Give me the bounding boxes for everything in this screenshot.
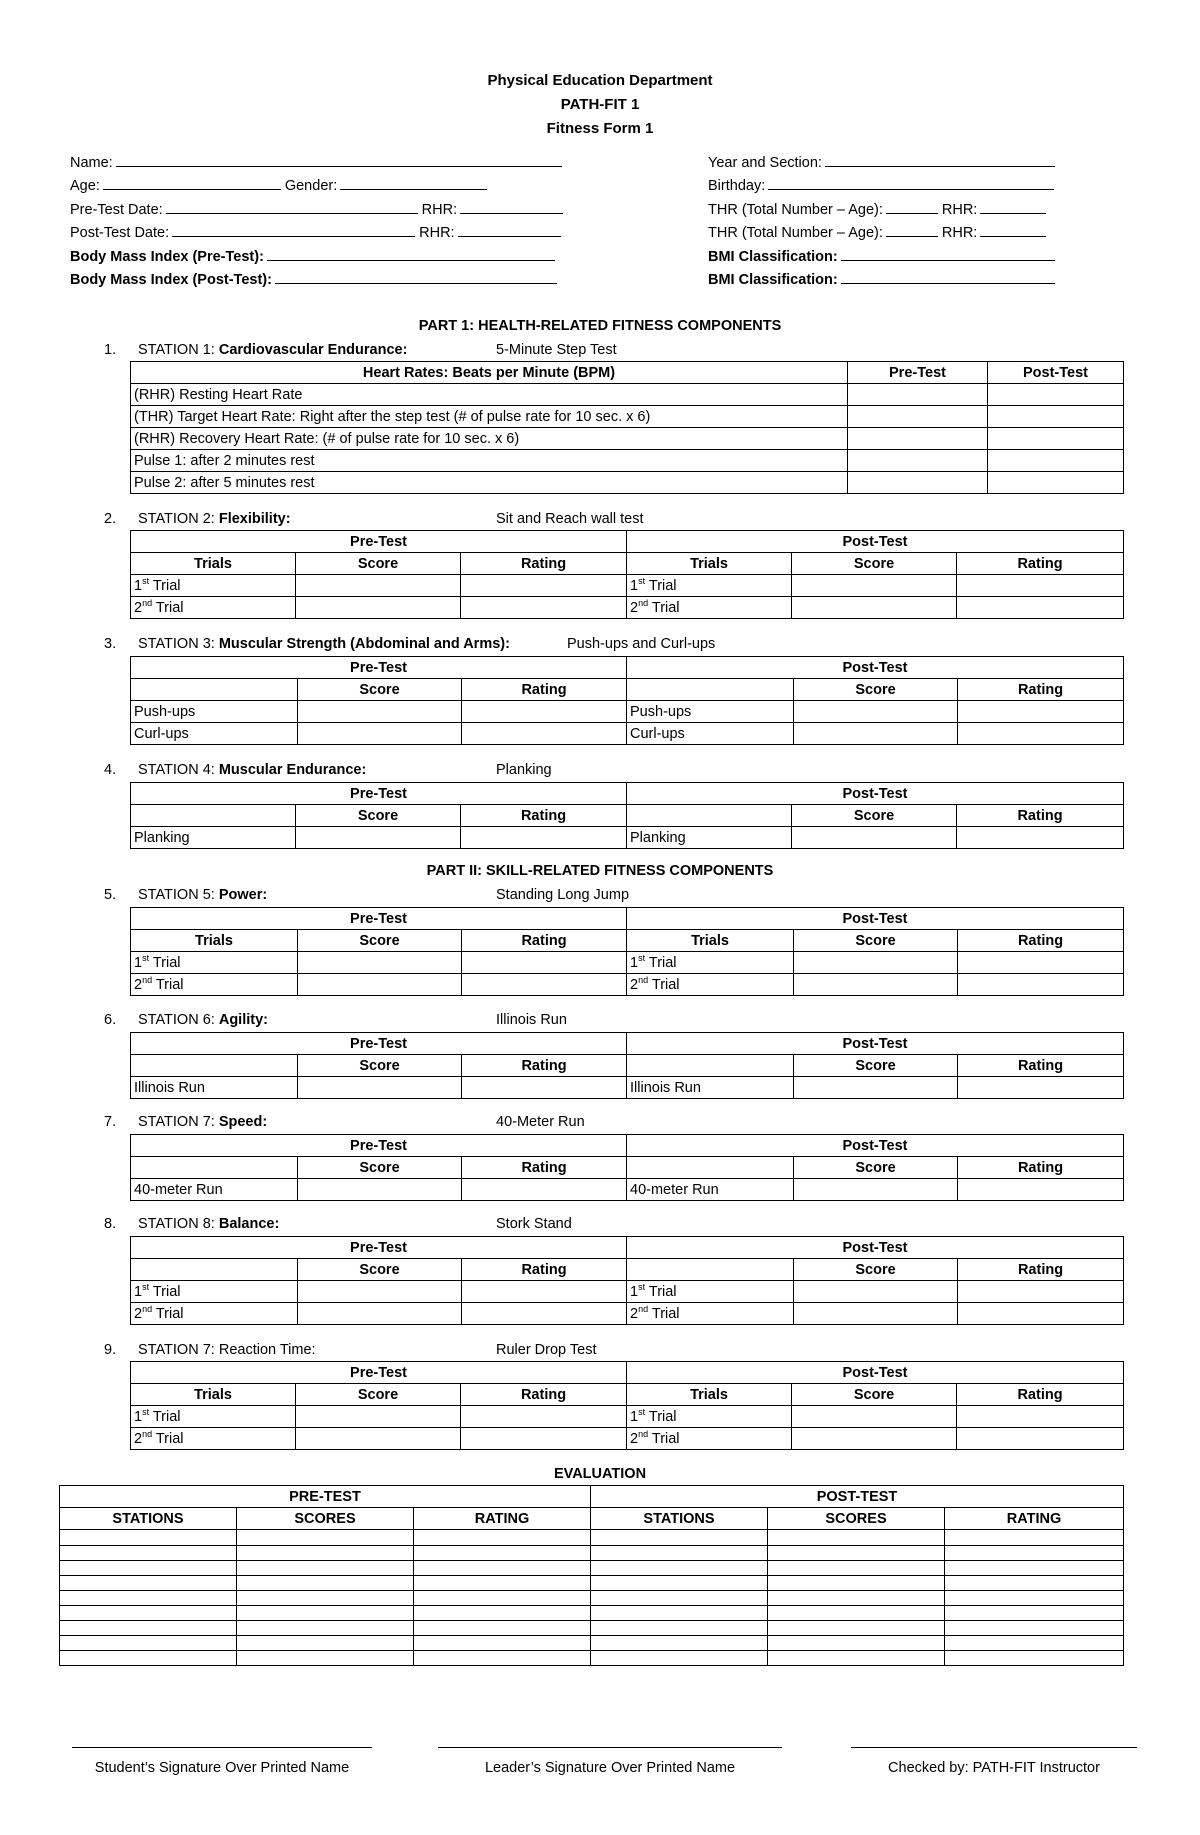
- table-row: 2nd Trial 2nd Trial: [131, 597, 1124, 619]
- leader-signature-line[interactable]: [438, 1747, 782, 1748]
- rhr-label: RHR:: [419, 225, 455, 241]
- student-signature-label: Student’s Signature Over Printed Name: [94, 1760, 350, 1776]
- table-row: 1st Trial 1st Trial: [131, 1281, 1124, 1303]
- fitness-form-page: Physical Education Department PATH-FIT 1 Fitness Form 1 Name: Age: Gender: Pre-Test Date: RHR: Post-Test Date: RHR: Body Mass Index (Pre-Test): Body Mass Index (Post-Test): Year and Section: Birthday: THR (Total Number – Age): RHR: THR (Total Number – Age): RHR: BMI Classification: BMI Classification: PART 1: HEALTH-RELATED FITNESS COMPONENTS 1. STATION 1: Cardiovascular Endurance: 5-Minute Step Test Heart Rates: Beats per Minute (BPM) Pre-Test Post-Test (RHR) Resting Heart Rate (THR) Target Heart Rate: Right after the step test (# of pulse rate for 10 sec. x 6) (RHR) Recovery Heart Rate: (# of pulse rate for 10 sec. x 6) Pulse 1: after 2 minutes rest Pulse 2: after 5 minutes rest 2. STATION 2: Flexibility: Sit and Reach wall test Pre-Test Post-Test Trials Score Rating Trials Score Rating 1st Trial 1st Trial 2nd Trial 2nd Trial 3. STATION 3: Muscular Strength (Abdominal and Arms): Push-ups and Curl-ups Pre-Test Post-Test Score Rating Score Rating Push-ups Push-ups Curl-ups Curl-ups 4. STATION 4: Muscular Endurance: Planking Pre-Test Post-Test Score Rating Score Rating Planking Planking PART II: SKILL-RELATED FITNESS COMPONENTS 5. STATION 5: Power: Standing Long Jump Pre-Test Post-Test Trials Score Rating Trials Score Rating 1st Trial 1st Trial 2nd Trial 2nd Trial 6. STATION 6: Agility: Illinois Run Pre-Test Post-Test Score Rating Score Rating Illinois Run Illinois Run 7. STATION 7: Speed: 40-Meter Run Pre-Test Post-Test Score Rating Score Rating 40-meter Run 40-meter Run 8. STATION 8: Balance: Stork Stand Pre-Test Post-Test Score Rating Score Rating 1st Trial 1st Trial 2nd Trial 2nd Trial 9. STATION 7: Reaction Time: Ruler Drop Test Pre-Test Post-Test Trials Score Rating Trials Score Rating 1st Trial 1st Trial 2nd Trial 2nd Trial EVALUATION PRE-TEST POST-TEST STATIONS SCORES RATING STATIONS SCORES RATING Student’s Signature Over Printed Name Leader’s Signature Over Printed Name Checked by: PATH-FIT Instructor: [0, 0, 1200, 1835]
- table-row: 1st Trial 1st Trial: [131, 1406, 1124, 1428]
- department-title: Physical Education Department: [487, 72, 713, 89]
- thr-pre-field[interactable]: THR (Total Number – Age): RHR:: [708, 198, 1050, 221]
- station2-table: Pre-Test Post-Test Trials Score Rating Trials Score Rating 1st Trial 1st Trial 2nd Trial 2nd Trial: [130, 530, 1124, 619]
- rhr-label: RHR:: [941, 202, 978, 218]
- table-row: [60, 1651, 1124, 1666]
- station7-table: Pre-Test Post-Test Score Rating Score Rating 40-meter Run 40-meter Run: [130, 1134, 1124, 1201]
- table-row: Pulse 1: after 2 minutes rest: [131, 450, 1124, 472]
- table-row: Pulse 2: after 5 minutes rest: [131, 472, 1124, 494]
- pre-test-date-field[interactable]: Pre-Test Date: RHR:: [70, 198, 567, 221]
- table-row: [60, 1530, 1124, 1546]
- table-row: 1st Trial 1st Trial: [131, 575, 1124, 597]
- evaluation-table: PRE-TEST POST-TEST STATIONS SCORES RATING STATIONS SCORES RATING: [59, 1485, 1124, 1666]
- name-field[interactable]: Name:: [70, 151, 566, 174]
- bmi-class-post-field[interactable]: BMI Classification:: [708, 268, 1059, 291]
- station6-table: Pre-Test Post-Test Score Rating Score Rating Illinois Run Illinois Run: [130, 1032, 1124, 1099]
- bmi-pre-field[interactable]: Body Mass Index (Pre-Test):: [70, 245, 559, 268]
- table-row: (RHR) Resting Heart Rate: [131, 384, 1124, 406]
- student-signature-line[interactable]: [72, 1747, 372, 1748]
- station8-table: Pre-Test Post-Test Score Rating Score Rating 1st Trial 1st Trial 2nd Trial 2nd Trial: [130, 1236, 1124, 1325]
- table-row: [60, 1621, 1124, 1636]
- evaluation-title: EVALUATION: [553, 1466, 647, 1482]
- part1-title: PART 1: HEALTH-RELATED FITNESS COMPONENTS: [418, 318, 782, 334]
- table-row: 2nd Trial 2nd Trial: [131, 1303, 1124, 1325]
- birthday-field[interactable]: Birthday:: [708, 174, 1058, 197]
- table-row: [60, 1606, 1124, 1621]
- bmi-class-pre-field[interactable]: BMI Classification:: [708, 245, 1059, 268]
- station9-table: Pre-Test Post-Test Trials Score Rating Trials Score Rating 1st Trial 1st Trial 2nd Trial 2nd Trial: [130, 1361, 1124, 1450]
- gender-label: Gender:: [284, 178, 338, 194]
- table-row: [60, 1591, 1124, 1606]
- pre-test-header: Pre-Test: [848, 362, 988, 384]
- table-row: 40-meter Run 40-meter Run: [131, 1179, 1124, 1201]
- age-field[interactable]: Age: Gender:: [70, 174, 491, 197]
- table-row: (THR) Target Heart Rate: Right after the step test (# of pulse rate for 10 sec. x 6): [131, 406, 1124, 428]
- thr-post-field[interactable]: THR (Total Number – Age): RHR:: [708, 221, 1050, 244]
- post-test-header: Post-Test: [988, 362, 1124, 384]
- part2-title: PART II: SKILL-RELATED FITNESS COMPONENTS: [426, 863, 774, 879]
- table-row: [60, 1576, 1124, 1591]
- bmi-post-field[interactable]: Body Mass Index (Post-Test):: [70, 268, 561, 291]
- table-row: 2nd Trial 2nd Trial: [131, 974, 1124, 996]
- year-section-field[interactable]: Year and Section:: [708, 151, 1059, 174]
- rhr-label: RHR:: [941, 225, 978, 241]
- table-row: (RHR) Recovery Heart Rate: (# of pulse rate for 10 sec. x 6): [131, 428, 1124, 450]
- table-row: [60, 1636, 1124, 1651]
- form-title: Fitness Form 1: [546, 120, 654, 137]
- table-row: Illinois Run Illinois Run: [131, 1077, 1124, 1099]
- bpm-header: Heart Rates: Beats per Minute (BPM): [131, 362, 848, 384]
- rhr-label: RHR:: [421, 202, 458, 218]
- leader-signature-label: Leader’s Signature Over Printed Name: [484, 1760, 736, 1776]
- table-row: Push-ups Push-ups: [131, 701, 1124, 723]
- station5-table: Pre-Test Post-Test Trials Score Rating Trials Score Rating 1st Trial 1st Trial 2nd Trial 2nd Trial: [130, 907, 1124, 996]
- instructor-signature-line[interactable]: [851, 1747, 1137, 1748]
- post-test-date-field[interactable]: Post-Test Date: RHR:: [70, 221, 565, 244]
- table-row: [60, 1561, 1124, 1576]
- station3-table: Pre-Test Post-Test Score Rating Score Rating Push-ups Push-ups Curl-ups Curl-ups: [130, 656, 1124, 745]
- station1-table: [130, 361, 1124, 494]
- station4-table: Pre-Test Post-Test Score Rating Score Rating Planking Planking: [130, 782, 1124, 849]
- table-row: 2nd Trial 2nd Trial: [131, 1428, 1124, 1450]
- table-row: Curl-ups Curl-ups: [131, 723, 1124, 745]
- instructor-signature-label: Checked by: PATH-FIT Instructor: [888, 1760, 1100, 1776]
- table-row: Planking Planking: [131, 827, 1124, 849]
- table-row: 1st Trial 1st Trial: [131, 952, 1124, 974]
- course-title: PATH-FIT 1: [560, 96, 640, 113]
- table-row: [60, 1546, 1124, 1561]
